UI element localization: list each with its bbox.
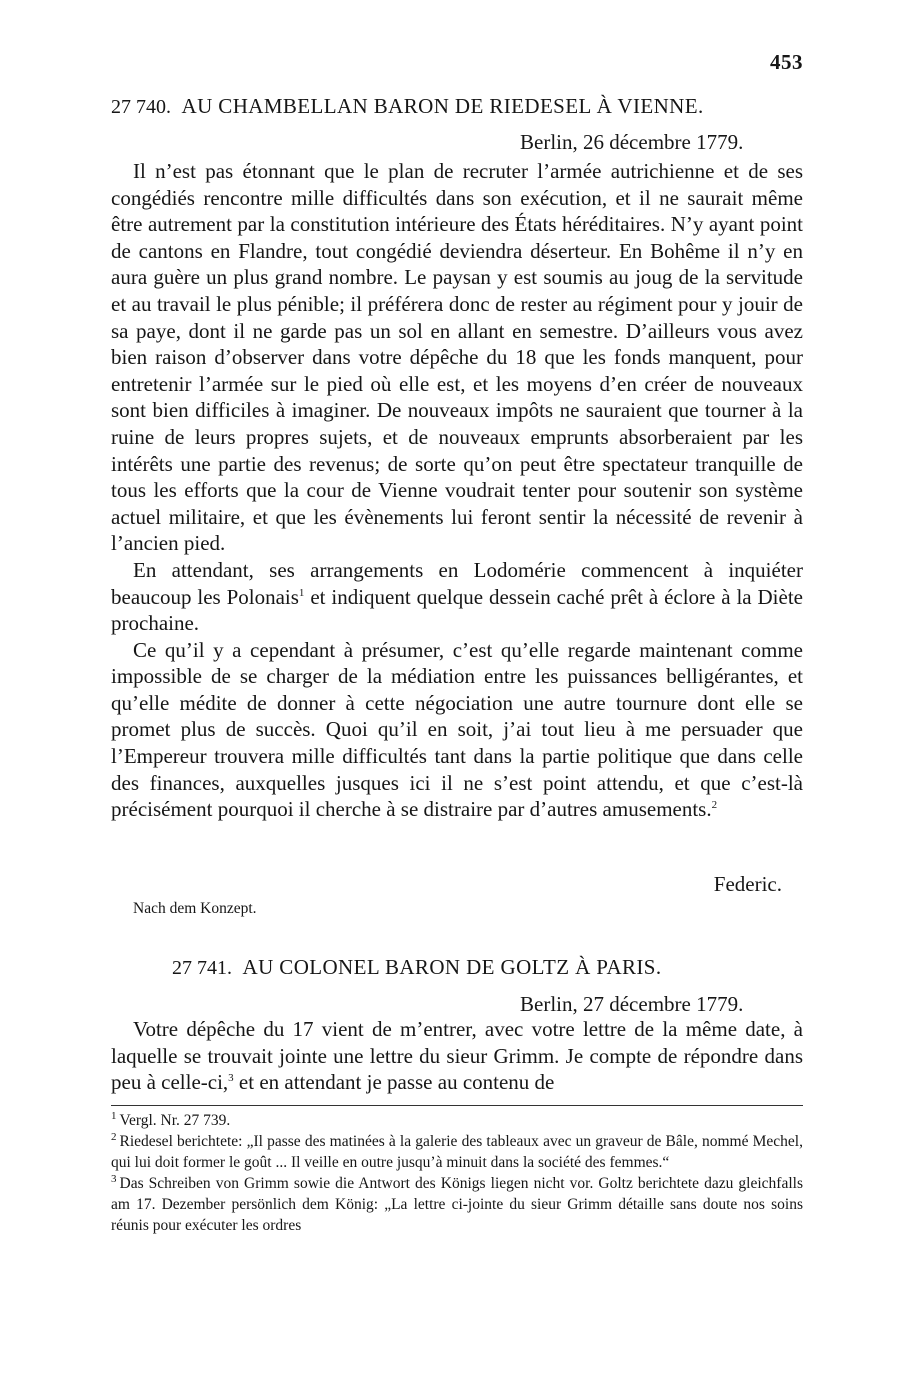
footnote-text: Riedesel berichtete: „Il passe des matinées à la galerie des tableaux avec un graveur de Bâle, nommé Mechel, qui lui doit former le goût ... Il veille en outre jusqu’à minuit dans la société des femmes.“ xyxy=(111,1133,803,1171)
footnote-text: Das Schreiben von Grimm sowie die Antwort des Königs liegen nicht vor. Goltz berichtete dazu gleichfalls am 17. Dezember persönlich dem König: „La lettre ci-jointe du sieur Grimm détaille sans doute nos soins réunis pour exécuter les ordres xyxy=(111,1175,803,1234)
paragraph-text: En attendant, ses arrangements en Lodomérie commencent à inquiéter beaucoup les Polonais xyxy=(111,557,803,609)
footnote-ref: 3 xyxy=(228,1072,234,1085)
paragraph xyxy=(111,1016,803,1096)
footnote-mark: 3 xyxy=(111,1172,117,1185)
page-number: 453 xyxy=(770,50,803,74)
paragraph xyxy=(111,557,803,637)
paragraph-text: et indiquent quelque dessein caché prêt à éclore à la Diète prochaine. xyxy=(111,584,803,636)
letter-number: 27 741. xyxy=(172,957,232,979)
footnote xyxy=(111,1173,803,1236)
signature: Federic. xyxy=(713,872,782,896)
letter-body xyxy=(111,158,803,823)
letter-heading xyxy=(172,955,662,980)
footnote-ref: 2 xyxy=(711,799,718,812)
letter-title: AU CHAMBELLAN BARON DE RIEDESEL À VIENNE. xyxy=(181,94,704,118)
letter-heading xyxy=(111,94,704,119)
paragraph: Il n’est pas étonnant que le plan de recruter l’armée autrichienne et de ses congédiés rencontre mille difficultés dans son exécution, et il ne saurait même être autrement par la constitution intérieure des États héréditaires. N’y ayant point de cantons en Flandre, tout congédié deviendra déserteur. En Bohême il n’y en aura guère un plus grand nombre. Le paysan y est soumis au joug de la servitude et au travail le plus pénible; il préférera donc de rester au régiment pour y jouir de sa paye, dont il ne garde pas un sol en allant en semestre. D’ailleurs vous avez bien raison d’observer dans votre dépêche du 18 que les fonds manquent, pour entretenir l’armée sur le pied où elle est, et les moyens d’en créer de nouveaux sont bien difficiles à imaginer. De nouveaux impôts ne sauraient que tourner à la ruine de leurs propres sujets, et de nouveaux emprunts absorberaient par les intérêts une partie des revenus; de sorte qu’on peut être spectateur tranquille de tous les efforts que la cour de Vienne voudrait tenter pour soutenir son système actuel militaire, et que les évènements lui feront sentir la nécessité de revenir à l’ancien pied. xyxy=(111,159,803,556)
footnote xyxy=(111,1110,803,1131)
source-note: Nach dem Konzept. xyxy=(133,900,257,917)
footnote-divider xyxy=(111,1105,803,1106)
footnote-ref: 1 xyxy=(298,586,305,599)
footnotes xyxy=(111,1110,803,1236)
letter-body xyxy=(111,1016,803,1096)
letter-dateline: Berlin, 26 décembre 1779. xyxy=(520,130,744,154)
letter-number: 27 740. xyxy=(111,96,171,118)
footnote xyxy=(111,1131,803,1173)
footnote-mark: 2 xyxy=(111,1130,117,1143)
paragraph-text: Votre dépêche du 17 vient de m’entrer, avec votre lettre de la même date, à laquelle se trouvait jointe une lettre du sieur Grimm. Je compte de répondre dans peu à celle-ci, xyxy=(111,1017,803,1095)
paragraph xyxy=(111,637,803,823)
paragraph-text: et en attendant je passe au contenu de xyxy=(233,1070,555,1095)
footnote-text: Vergl. Nr. 27 739. xyxy=(119,1112,231,1129)
paragraph-text: Ce qu’il y a cependant à présumer, c’est qu’elle regarde maintenant comme impossible de se charger de la médiation entre les puissances belligérantes, et qu’elle médite de donner à cette négociation une autre tournure dont elle se promet plus de succès. Quoi qu’il en soit, j’ai tout lieu à me persuader que l’Empereur trouvera mille difficultés tant dans la partie politique que dans celle des finances, auxquelles jusques ici il ne s’est point attendu, et que c’est-là précisément pourquoi il cherche à se distraire par d’autres amusements. xyxy=(111,637,803,822)
letter-title: AU COLONEL BARON DE GOLTZ À PARIS. xyxy=(242,955,662,979)
letter-dateline: Berlin, 27 décembre 1779. xyxy=(520,992,744,1016)
footnote-mark: 1 xyxy=(111,1109,117,1122)
